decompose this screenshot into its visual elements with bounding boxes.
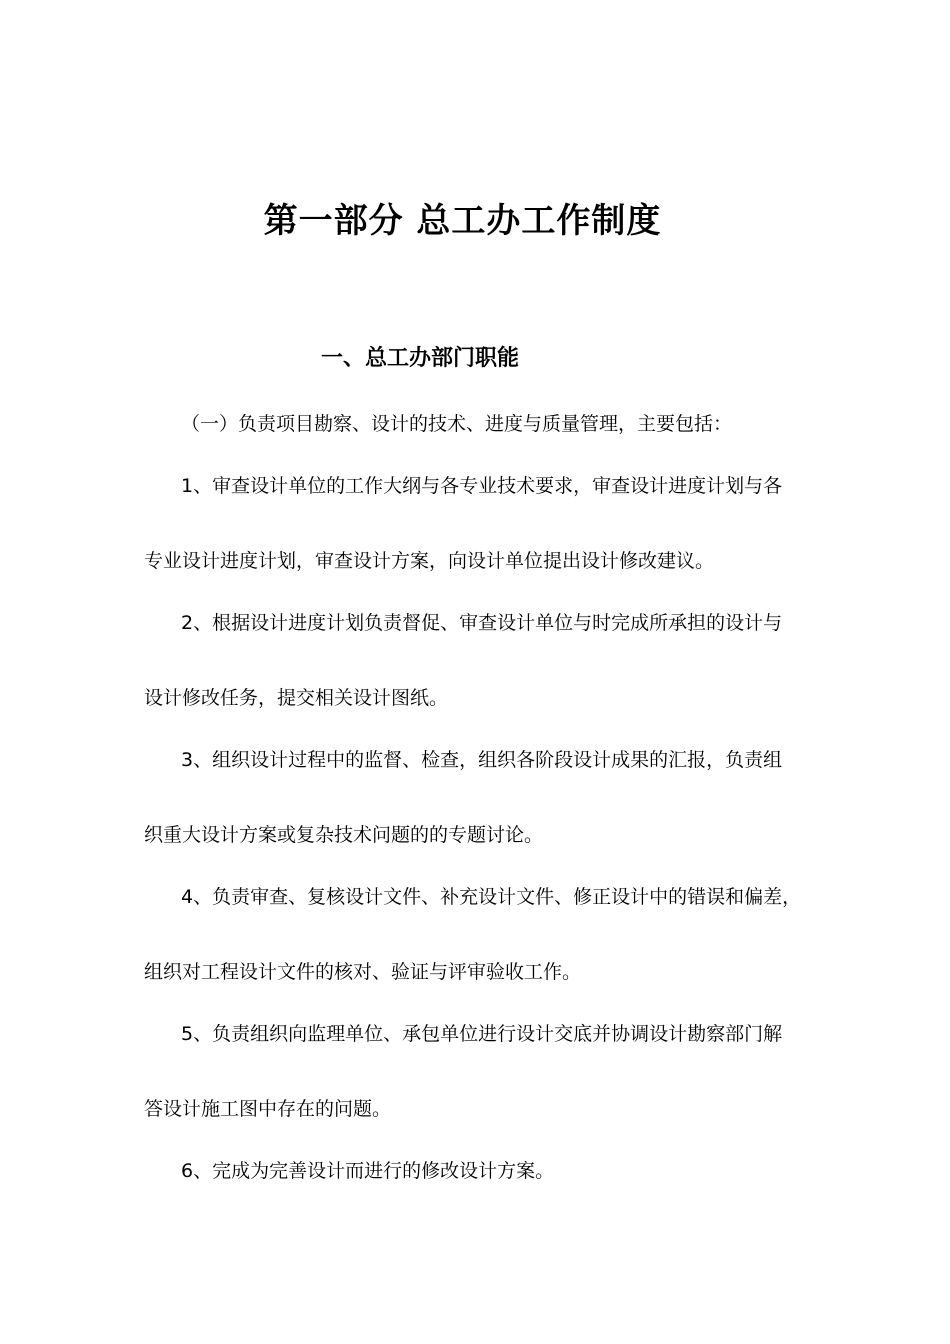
- item-3-line-2: 织重大设计方案或复杂技术问题的的专题讨论。: [144, 824, 544, 846]
- intro-paragraph: （一）负责项目勘察、设计的技术、进度与质量管理，主要包括：: [181, 413, 733, 435]
- item-1-line-1: 1、审查设计单位的工作大纲与各专业技术要求，审查设计进度计划与各: [181, 475, 783, 497]
- section-heading: 一、总工办部门职能: [321, 346, 520, 371]
- item-1-line-2: 专业设计进度计划，审查设计方案，向设计单位提出设计修改建议。: [144, 550, 715, 572]
- document-title: 第一部分 总工办工作制度: [263, 201, 662, 241]
- item-5-line-2: 答设计施工图中存在的问题。: [144, 1098, 392, 1120]
- item-2-line-2: 设计修改任务，提交相关设计图纸。: [144, 687, 449, 709]
- item-3-line-1: 3、组织设计过程中的监督、检查，组织各阶段设计成果的汇报，负责组: [181, 749, 783, 771]
- item-4-line-1: 4、负责审查、复核设计文件、补充设计文件、修正设计中的错误和偏差，: [181, 886, 802, 908]
- item-5-line-1: 5、负责组织向监理单位、承包单位进行设计交底并协调设计勘察部门解: [181, 1023, 783, 1045]
- item-4-line-2: 组织对工程设计文件的核对、验证与评审验收工作。: [144, 961, 582, 983]
- item-6-line-1: 6、完成为完善设计而进行的修改设计方案。: [181, 1160, 555, 1182]
- item-2-line-1: 2、根据设计进度计划负责督促、审查设计单位与时完成所承担的设计与: [181, 612, 783, 634]
